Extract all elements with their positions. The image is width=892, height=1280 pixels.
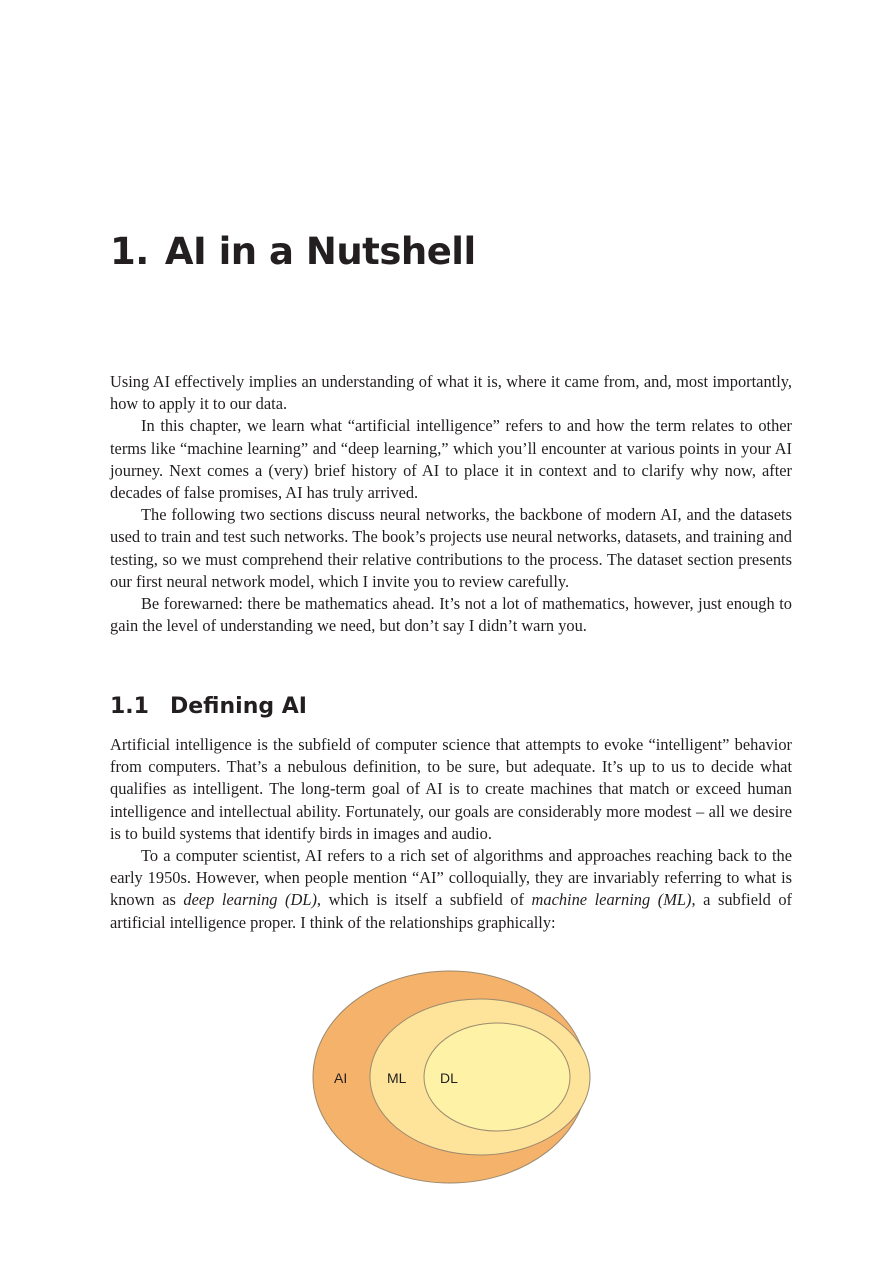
chapter-title-text: AI in a Nutshell (164, 230, 476, 273)
dl-label: DL (440, 1070, 458, 1086)
intro-paragraph-3: The following two sections discuss neural networks, the backbone of modern AI, and the datasets used to train and test such networks. The book’s projects use neural networks, datasets, and training and testing, so we must comprehend their relative contributions to the process. The dataset section presents our first neural network model, which I invite you to review carefully. (110, 505, 792, 591)
intro-paragraph-1: Using AI effectively implies an understanding of what it is, where it came from, and, most importantly, how to apply it to our data. (110, 372, 792, 414)
chapter-number: 1. (110, 230, 149, 273)
chapter-title (110, 230, 476, 273)
section-paragraph-1: Artificial intelligence is the subfield of computer science that attempts to evoke “intelligent” behavior from computers. That’s a nebulous definition, to be sure, but adequate. It’s up to us to decide what qualifies as intelligent. The long-term goal of AI is to create machines that match or exceed human intelligence and intellectual ability. Fortunately, our goals are considerably more modest – all we desire is to build systems that identify birds in images and audio. (110, 735, 792, 843)
chapter-intro (110, 371, 792, 637)
section-paragraph-2-part-3: , a subfield of artificial intelligence proper. I think of the relationships graphically: (110, 890, 792, 932)
ai-ml-dl-venn-diagram (300, 965, 600, 1190)
section-paragraph-2-part-1: To a computer scientist, AI refers to a rich set of algorithms and approaches reaching back to the early 1950s. However, when people mention “AI” colloquially, they are invariably referring to what is known as (110, 846, 792, 910)
ml-label: ML (387, 1070, 407, 1086)
section-heading (110, 694, 307, 719)
section-number: 1.1 (110, 694, 149, 719)
section-paragraph-2 (110, 845, 792, 934)
term-machine-learning: machine learning (ML) (531, 890, 692, 910)
section-body (110, 734, 792, 934)
section-paragraph-2-part-2: , which is itself a subfield of (316, 890, 532, 910)
section-title: Defining AI (170, 694, 307, 719)
intro-paragraph-2: In this chapter, we learn what “artificial intelligence” refers to and how the term relates to other terms like “machine learning” and “deep learning,” which you’ll encounter at various points in your AI journey. Next comes a (very) brief history of AI to place it in context and to clarify why now, after decades of false promises, AI has truly arrived. (110, 416, 792, 503)
ai-label: AI (334, 1070, 348, 1086)
intro-paragraph-4: Be forewarned: there be mathematics ahead. It’s not a lot of mathematics, however, just enough to gain the level of understanding we need, but don’t say I didn’t warn you. (110, 594, 792, 636)
term-deep-learning: deep learning (DL) (183, 890, 317, 910)
